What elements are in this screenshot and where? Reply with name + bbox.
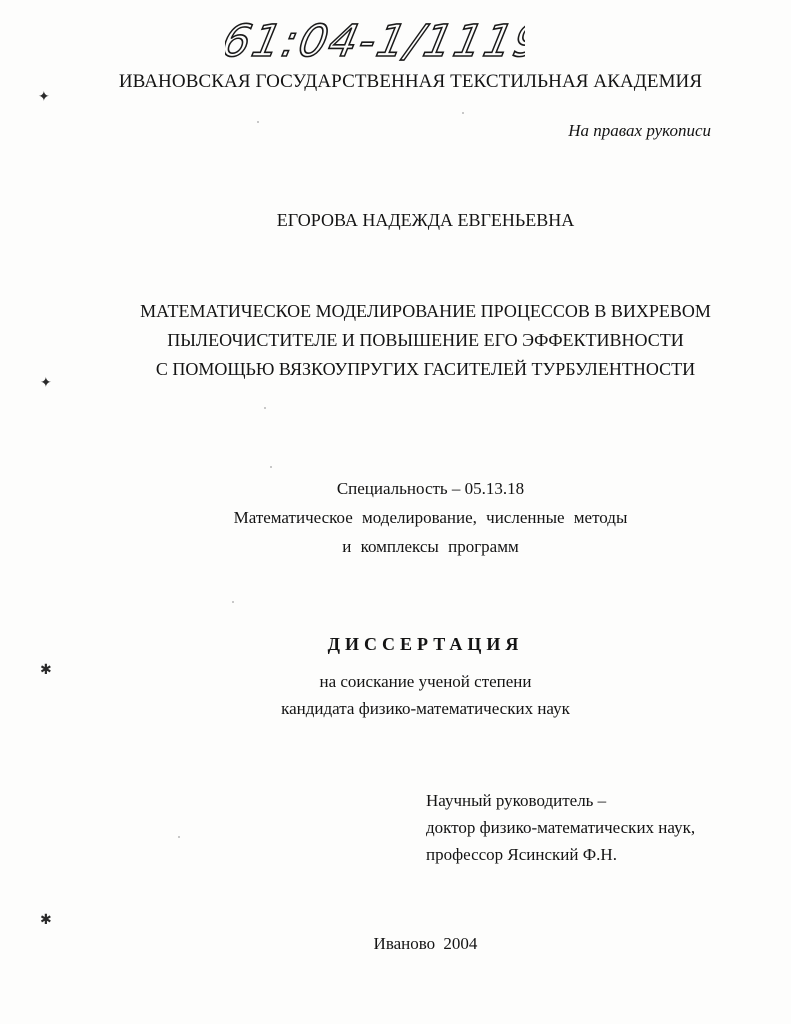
degree-line-1: на соискание ученой степени xyxy=(319,672,532,691)
scan-speck xyxy=(232,601,234,603)
dissertation-heading: ДИССЕРТАЦИЯ xyxy=(327,634,524,654)
scan-speck xyxy=(462,112,464,114)
archive-code-text: 61:04-1/1119 xyxy=(225,16,525,67)
punch-mark-icon: ✱ xyxy=(40,662,52,678)
author-name: ЕГОРОВА НАДЕЖДА ЕВГЕНЬЕВНА xyxy=(276,210,575,230)
title-line-1: МАТЕМАТИЧЕСКОЕ МОДЕЛИРОВАНИЕ ПРОЦЕССОВ В ВИХРЕВОМ xyxy=(140,301,711,321)
title-line-2: ПЫЛЕОЧИСТИТЕЛЕ И ПОВЫШЕНИЕ ЕГО ЭФФЕКТИВНОСТИ xyxy=(167,330,684,350)
specialty-name-line-1: Математическое моделирование, численные методы xyxy=(233,508,628,527)
title-line-3: С ПОМОЩЬЮ ВЯЗКОУПРУГИХ ГАСИТЕЛЕЙ ТУРБУЛЕНТНОСТИ xyxy=(155,359,696,379)
punch-mark-icon: ✦ xyxy=(38,89,50,105)
punch-mark-icon: ✱ xyxy=(40,912,52,928)
scan-speck xyxy=(178,836,180,838)
scan-speck xyxy=(264,407,266,409)
supervisor-line-1: Научный руководитель – xyxy=(426,791,607,810)
specialty-code: Специальность – 05.13.18 xyxy=(336,479,525,498)
punch-mark-icon: ✦ xyxy=(40,375,52,391)
dissertation-title xyxy=(0,297,791,384)
supervisor-line-3: профессор Ясинский Ф.Н. xyxy=(426,845,617,864)
city-year: Иваново 2004 xyxy=(373,934,478,953)
rights-notice: На правах рукописи xyxy=(568,121,711,140)
specialty-name-line-2: и комплексы программ xyxy=(342,537,519,556)
supervisor-block xyxy=(426,787,695,868)
handwritten-archive-code-drawing xyxy=(225,12,525,68)
specialty-block xyxy=(0,474,791,561)
institution-name: ИВАНОВСКАЯ ГОСУДАРСТВЕННАЯ ТЕКСТИЛЬНАЯ АКАДЕМИЯ xyxy=(118,71,703,92)
degree-line-2: кандидата физико-математических наук xyxy=(281,699,570,718)
degree-block xyxy=(0,668,791,722)
scan-speck xyxy=(270,466,272,468)
scan-speck xyxy=(257,121,259,123)
supervisor-line-2: доктор физико-математических наук, xyxy=(426,818,696,837)
handwritten-archive-code xyxy=(225,12,525,68)
